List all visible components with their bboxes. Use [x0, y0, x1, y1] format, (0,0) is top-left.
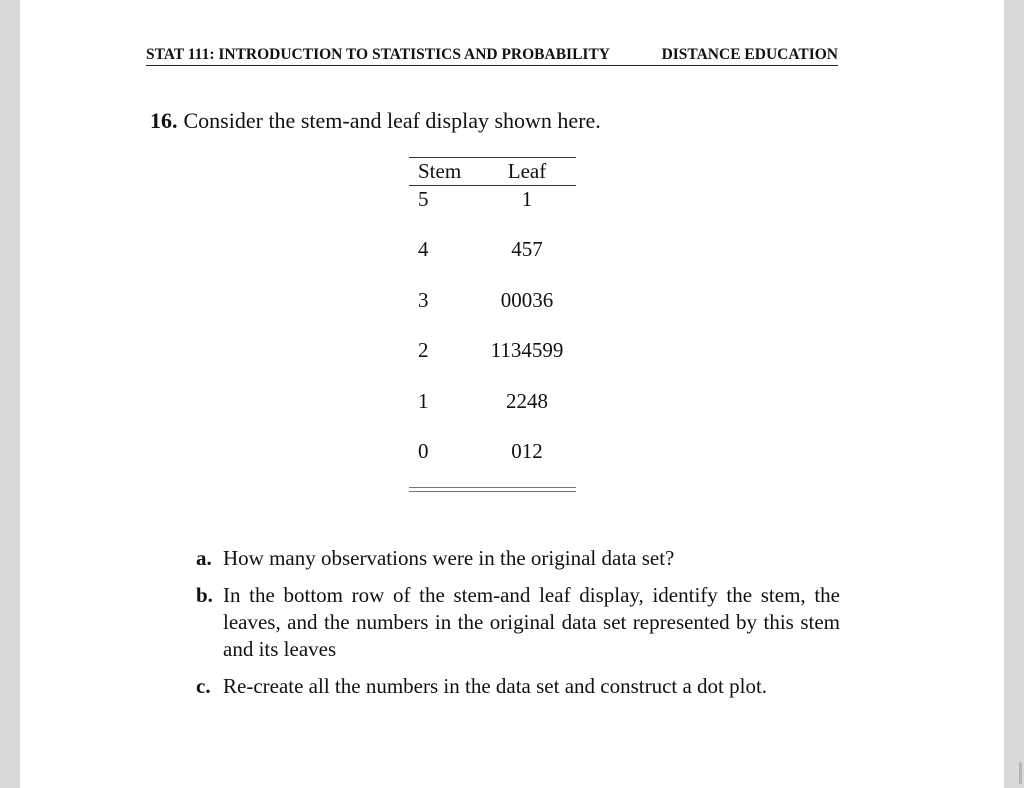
stem-cell: 4: [418, 237, 429, 261]
table-row: [409, 438, 576, 478]
table-row: [409, 337, 576, 388]
leaf-cell: 2248: [506, 388, 548, 413]
stem-cell: 1: [418, 388, 429, 413]
stem-header: Stem: [409, 158, 478, 186]
question-number: 16.: [150, 108, 178, 133]
stem-cell: 3: [418, 287, 429, 312]
question-parts: [196, 545, 840, 710]
table-row: [409, 236, 576, 287]
table-row: [409, 186, 576, 237]
stem-leaf-header-row: [409, 158, 576, 186]
stem-leaf-table: [409, 157, 576, 478]
stem-cell: 5: [418, 187, 429, 211]
part-text: In the bottom row of the stem-and leaf display, identify the stem, the leaves, and the numbers in the original data set represented by this stem and its leaves: [223, 583, 840, 661]
part-text: Re-create all the numbers in the data set and construct a dot plot.: [223, 674, 768, 698]
table-row: [409, 287, 576, 338]
scrollbar[interactable]: [1019, 762, 1022, 784]
program-title: DISTANCE EDUCATION: [661, 46, 838, 63]
part-b: [196, 582, 840, 663]
leaf-cell: 012: [511, 439, 543, 463]
part-label: c.: [196, 674, 211, 698]
leaf-cell: 1134599: [490, 338, 564, 362]
question-text: Consider the stem-and leaf display shown here.: [183, 108, 601, 133]
table-row: [409, 388, 576, 439]
leaf-header: Leaf: [478, 158, 576, 186]
course-title: STAT 111: INTRODUCTION TO STATISTICS AND PROBABILITY: [146, 46, 610, 63]
stem-cell: 0: [418, 439, 429, 463]
leaf-cell: 00036: [500, 287, 554, 312]
part-label: b.: [196, 583, 213, 607]
part-c: [196, 673, 840, 700]
part-a: [196, 545, 840, 572]
part-text: How many observations were in the original data set?: [223, 546, 675, 570]
table-bottom-rule: [409, 487, 576, 492]
leaf-cell: 1: [521, 187, 533, 211]
leaf-cell: 457: [511, 237, 543, 261]
stem-cell: 2: [418, 338, 429, 362]
question-prompt: [150, 108, 601, 134]
part-label: a.: [196, 546, 212, 570]
page-header: [146, 46, 838, 66]
